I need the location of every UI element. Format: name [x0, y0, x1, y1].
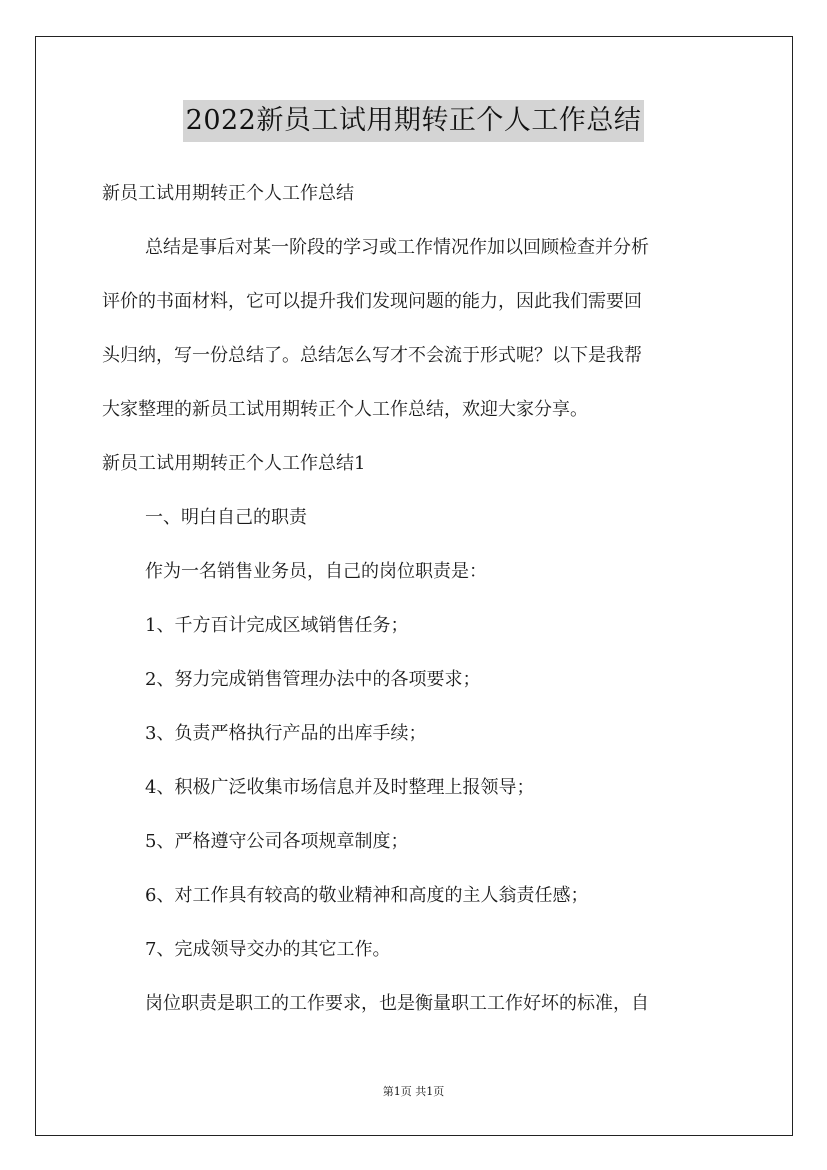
subsection-heading: 一、明白自己的职责 [145, 507, 307, 528]
list-item: 6、对工作具有较高的敬业精神和高度的主人翁责任感； [145, 885, 589, 906]
section-heading: 新员工试用期转正个人工作总结1 [102, 453, 366, 474]
section-heading: 新员工试用期转正个人工作总结 [102, 183, 354, 204]
list-item: 5、严格遵守公司各项规章制度； [145, 831, 409, 852]
paragraph-line: 大家整理的新员工试用期转正个人工作总结，欢迎大家分享。 [102, 399, 588, 420]
list-item: 4、积极广泛收集市场信息并及时整理上报领导； [145, 777, 535, 798]
paragraph-line: 头归纳，写一份总结了。总结怎么写才不会流于形式呢？以下是我帮 [102, 345, 642, 366]
paragraph-line: 总结是事后对某一阶段的学习或工作情况作加以回顾检查并分析 [145, 237, 649, 258]
list-item: 1、千方百计完成区域销售任务； [145, 615, 409, 636]
list-item: 3、负责严格执行产品的出库手续； [145, 723, 427, 744]
page-footer: 第1页 共1页 [382, 1085, 445, 1098]
document-title: 2022新员工试用期转正个人工作总结 [183, 100, 645, 142]
title-container [0, 100, 827, 142]
list-item: 7、完成领导交办的其它工作。 [145, 939, 391, 960]
paragraph-line: 岗位职责是职工的工作要求，也是衡量职工工作好坏的标准，自 [145, 993, 649, 1014]
paragraph-line: 评价的书面材料，它可以提升我们发现问题的能力，因此我们需要回 [102, 291, 642, 312]
paragraph-line: 作为一名销售业务员，自己的岗位职责是： [145, 561, 487, 582]
list-item: 2、努力完成销售管理办法中的各项要求； [145, 669, 481, 690]
